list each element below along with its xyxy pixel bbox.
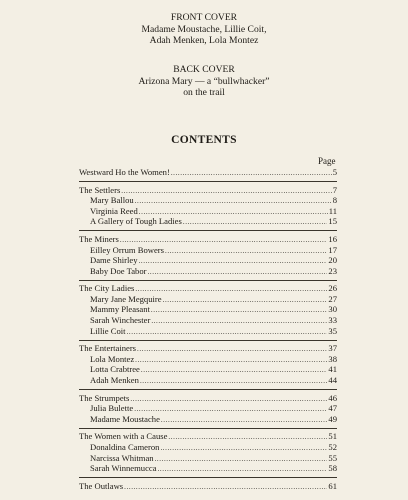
entry-title: Mammy Pleasant — [90, 304, 150, 315]
page-number: 46 — [328, 392, 337, 403]
page-number: 37 — [328, 343, 337, 354]
toc-subentry — [79, 266, 337, 277]
page-number: 49 — [328, 413, 337, 424]
dot-leader — [155, 454, 328, 465]
entry-title: Adah Menken — [90, 375, 139, 386]
toc-section — [79, 234, 337, 245]
toc-section — [79, 343, 337, 354]
section-divider — [79, 389, 337, 390]
dot-leader — [135, 196, 332, 207]
entry-title: Westward Ho the Women! — [79, 167, 170, 177]
toc-section — [79, 167, 337, 178]
dot-leader — [135, 355, 327, 366]
entry-title: Lotta Crabtree — [90, 364, 140, 375]
entry-title: Lillie Coit — [90, 325, 126, 336]
entry-title: Julia Bulette — [90, 403, 134, 414]
dot-leader — [160, 443, 327, 454]
entry-title: Lola Montez — [90, 353, 135, 364]
toc-section — [79, 431, 337, 442]
back-cover-heading: BACK COVER — [173, 64, 235, 75]
toc-subentry — [79, 255, 337, 266]
page-number: 33 — [328, 315, 337, 326]
toc-subentry — [79, 414, 337, 425]
section-divider — [79, 230, 337, 231]
dot-leader — [130, 394, 327, 405]
back-cover-line-1: Arizona Mary — a “bullwhacker” — [138, 75, 270, 87]
toc-subentry — [79, 304, 337, 315]
toc-subentry — [79, 245, 337, 256]
front-cover-caption — [0, 12, 408, 47]
entry-title: Sarah Winchester — [90, 315, 151, 326]
entry-title: Madame Moustache — [90, 413, 160, 424]
dot-leader — [134, 404, 327, 415]
front-cover-heading: FRONT COVER — [170, 12, 238, 23]
page-number: 44 — [328, 375, 337, 386]
page-number: 20 — [328, 255, 337, 266]
entry-title: A Gallery of Tough Ladies — [90, 216, 182, 227]
toc-subentry — [79, 364, 337, 375]
section-divider — [79, 181, 337, 182]
page-number: 38 — [328, 353, 337, 364]
toc-subentry — [79, 294, 337, 305]
dot-leader — [151, 316, 327, 327]
entry-title: The Outlaws — [79, 480, 124, 491]
dot-leader — [148, 267, 328, 278]
entry-title: The Settlers — [79, 184, 121, 195]
dot-leader — [121, 186, 331, 197]
table-of-contents — [79, 167, 337, 491]
entry-title: The Miners — [79, 233, 119, 244]
entry-title: Virginia Reed — [90, 205, 138, 216]
page-number: 27 — [328, 293, 337, 304]
toc-subentry — [79, 403, 337, 414]
toc-subentry — [79, 315, 337, 326]
page-number: 58 — [328, 463, 337, 474]
dot-leader — [163, 295, 328, 306]
page-number: 8 — [332, 195, 337, 206]
dot-leader — [158, 464, 328, 475]
toc-subentry — [79, 354, 337, 365]
toc-subentry — [79, 375, 337, 386]
toc-subentry — [79, 463, 337, 474]
entry-title: The City Ladies — [79, 283, 135, 294]
page-number: 17 — [328, 244, 337, 255]
section-divider — [79, 280, 337, 281]
page-number: 23 — [328, 265, 337, 276]
page-number: 5 — [332, 167, 337, 177]
section-divider — [79, 477, 337, 478]
dot-leader — [165, 246, 327, 257]
page-number: 7 — [332, 184, 337, 195]
page-number: 26 — [328, 283, 337, 294]
entry-title: Dame Shirley — [90, 255, 138, 266]
entry-title: The Strumpets — [79, 392, 130, 403]
page-number: 52 — [328, 441, 337, 452]
page-number: 41 — [328, 364, 337, 375]
entry-title: Sarah Winnemucca — [90, 463, 157, 474]
section-divider — [79, 428, 337, 429]
entry-title: Mary Jane Megquire — [90, 293, 162, 304]
toc-subentry — [79, 216, 337, 227]
page-number: 35 — [328, 325, 337, 336]
dot-leader — [124, 482, 327, 493]
section-divider — [79, 340, 337, 341]
dot-leader — [168, 432, 327, 443]
front-cover-line-2: Adah Menken, Lola Montez — [149, 35, 259, 46]
page-number: 11 — [328, 205, 337, 216]
toc-subentry — [79, 206, 337, 217]
dot-leader — [127, 327, 328, 338]
entry-title: The Women with a Cause — [79, 431, 168, 442]
page-number: 47 — [328, 403, 337, 414]
toc-section — [79, 283, 337, 294]
contents-title: CONTENTS — [171, 134, 237, 146]
back-cover-line-2: on the trail — [183, 87, 225, 98]
dot-leader — [141, 365, 328, 376]
toc-subentry — [79, 326, 337, 337]
entry-title: Mary Ballou — [90, 195, 134, 206]
entry-title: Narcissa Whitman — [90, 452, 154, 463]
dot-leader — [171, 168, 332, 179]
page-number: 55 — [328, 452, 337, 463]
page-column-label: Page — [318, 156, 336, 166]
page-number: 15 — [328, 216, 337, 227]
dot-leader — [161, 415, 327, 426]
toc-section — [79, 481, 337, 492]
dot-leader — [139, 256, 328, 267]
page-number: 61 — [328, 480, 337, 491]
dot-leader — [183, 217, 328, 228]
dot-leader — [151, 305, 327, 316]
dot-leader — [140, 376, 327, 387]
entry-title: Donaldina Cameron — [90, 441, 160, 452]
dot-leader — [135, 284, 327, 295]
entry-title: The Entertainers — [79, 343, 137, 354]
toc-section — [79, 185, 337, 196]
dot-leader — [137, 344, 327, 355]
back-cover-caption — [0, 64, 408, 99]
toc-subentry — [79, 453, 337, 464]
page-number: 16 — [328, 233, 337, 244]
toc-subentry — [79, 195, 337, 206]
toc-section — [79, 393, 337, 404]
entry-title: Baby Doe Tabor — [90, 265, 147, 276]
front-cover-line-1: Madame Moustache, Lillie Coit, — [141, 23, 267, 35]
toc-subentry — [79, 442, 337, 453]
page-number: 51 — [328, 431, 337, 442]
page-number: 30 — [328, 304, 337, 315]
entry-title: Eilley Orrum Bowers — [90, 244, 164, 255]
